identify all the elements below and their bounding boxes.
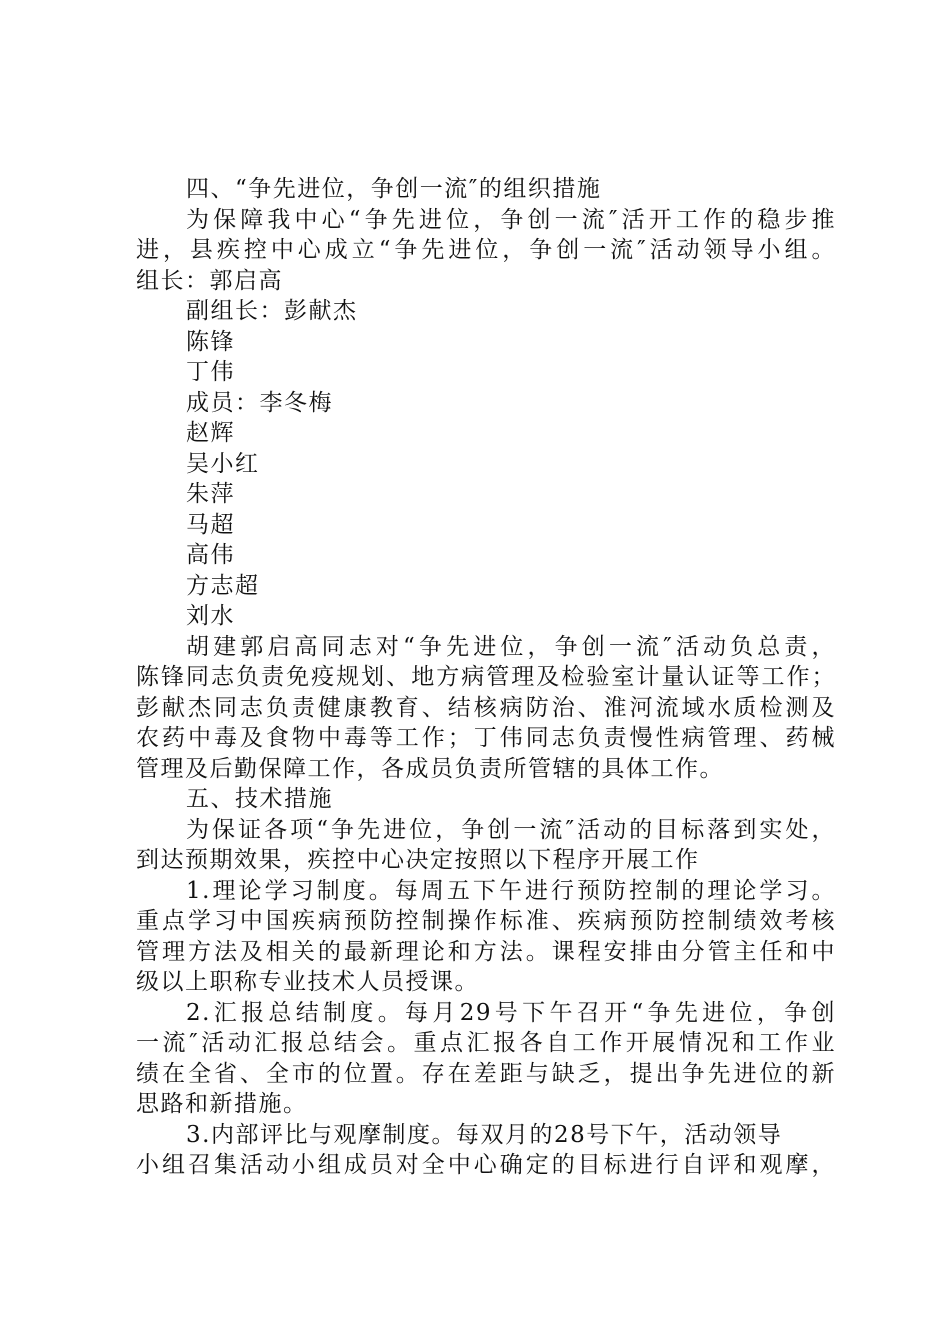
text-line: 1.理论学习制度。每周五下午进行预防控制的理论学习。 xyxy=(186,877,836,904)
text-line: 五、技术措施 xyxy=(186,786,333,812)
text-line: 进，县疾控中心成立“争先进位，争创一流″活动领导小组。 xyxy=(136,237,836,263)
text-line: 丁伟 xyxy=(186,359,235,385)
text-line: 成员：李冬梅 xyxy=(186,389,333,416)
text-line: 四、“争先进位，争创一流″的组织措施 xyxy=(186,176,602,202)
text-line: 赵辉 xyxy=(186,420,235,446)
text-line: 马超 xyxy=(186,511,235,538)
document-page xyxy=(136,174,836,1181)
text-line: 到达预期效果，疾控中心决定按照以下程序开展工作 xyxy=(136,847,700,873)
text-line: 胡建郭启高同志对“争先进位，争创一流″活动负总责， xyxy=(186,633,836,660)
text-line: 2.汇报总结制度。每月29号下午召开“争先进位，争创 xyxy=(186,999,836,1026)
text-line: 小组召集活动小组成员对全中心确定的目标进行自评和观摩， xyxy=(136,1152,836,1178)
text-line: 管理及后勤保障工作，各成员负责所管辖的具体工作。 xyxy=(136,755,724,782)
text-line: 吴小红 xyxy=(186,450,260,477)
text-line: 组长：郭启高 xyxy=(136,267,283,294)
text-line: 思路和新措施。 xyxy=(136,1091,308,1117)
text-line: 管理方法及相关的最新理论和方法。课程安排由分管主任和中 xyxy=(136,938,836,965)
text-line: 陈锋同志负责免疫规划、地方病管理及检验室计量认证等工作； xyxy=(136,664,836,690)
text-line: 朱萍 xyxy=(186,481,235,507)
text-line: 一流″活动汇报总结会。重点汇报各自工作开展情况和工作业 xyxy=(136,1030,836,1056)
text-line: 为保证各项“争先进位，争创一流″活动的目标落到实处， xyxy=(186,816,836,843)
text-line: 3.内部评比与观摩制度。每双月的28号下午，活动领导 xyxy=(186,1121,783,1148)
text-line: 级以上职称专业技术人员授课。 xyxy=(136,969,479,995)
text-line: 刘水 xyxy=(186,603,235,629)
text-line: 为保障我中心“争先进位，争创一流″活开工作的稳步推 xyxy=(186,206,836,233)
text-line: 高伟 xyxy=(186,542,235,568)
text-line: 绩在全省、全市的位置。存在差距与缺乏，提出争先进位的新 xyxy=(136,1060,836,1087)
text-line: 副组长：彭献杰 xyxy=(186,298,358,324)
text-line: 农药中毒及食物中毒等工作；丁伟同志负责慢性病管理、药械 xyxy=(136,725,836,751)
text-line: 方志超 xyxy=(186,572,260,599)
text-line: 陈锋 xyxy=(186,328,235,355)
text-line: 重点学习中国疾病预防控制操作标准、疾病预防控制绩效考核 xyxy=(136,908,836,934)
text-line: 彭献杰同志负责健康教育、结核病防治、淮河流域水质检测及 xyxy=(136,694,836,721)
